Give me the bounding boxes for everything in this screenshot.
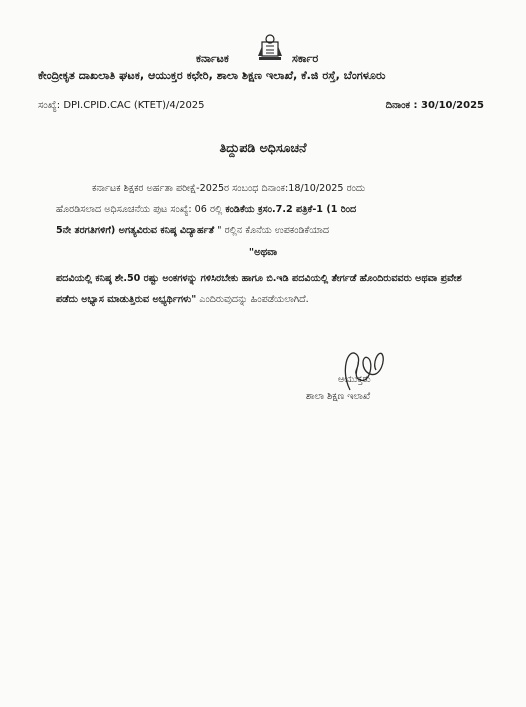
paragraph-1-line-3-normal: " ರಲ್ಲಿನ ಕೊನೆಯ ಉಪಕಂಡಿಕೆಯಾದ [214,225,330,236]
paragraph-2-normal: ಎಂದಿರುವುದನ್ನು ಹಿಂಪಡೆಯಲಾಗಿದೆ. [196,294,309,305]
paragraph-1-line-3 [56,220,476,241]
header-state: ಕರ್ನಾಟಕ [196,52,229,65]
office-address: ಕೇಂದ್ರೀಕೃತ ದಾಖಲಾತಿ ಘಟಕ, ಆಯುಕ್ತರ ಕಛೇರಿ, ಶಾಲಾ ಶಿಕ್ಷಣ ಇಲಾಖೆ, ಕೆ.ಜಿ ರಸ್ತೆ, ಬೆಂಗಳೂರು [38,69,386,82]
paragraph-1-line-3-bold: 5ನೇ ತರಗತಿಗಳಿಗೆ) ಅಗತ್ಯವಿರುವ ಕನಿಷ್ಠ ವಿದ್ಯಾರ್ಹತೆ [56,225,215,236]
paragraph-2-bold: ಪದವಿಯಲ್ಲಿ ಕನಿಷ್ಠ ಶೇ.50 ರಷ್ಟು ಅಂಕಗಳನ್ನು ಗಳಿಸಿರಬೇಕು ಹಾಗೂ ಬಿ.ಇಡಿ ಪದವಿಯಲ್ಲಿ ತೇರ್ಗಡೆ ಹೊಂದಿರುವವರು ಅಥವಾ ಪ್ರವೇಶ ಪಡೆದು ಅಭ್ಯಾಸ ಮಾಡುತ್ತಿರುವ ಅಭ್ಯರ್ಥಿಗಳು" [56,273,462,305]
paragraph-1 [56,178,476,241]
paragraph-1-line-1: ಕರ್ನಾಟಕ ಶಿಕ್ಷಕರ ಅರ್ಹತಾ ಪರೀಕ್ಷೆ-2025ರ ಸಂಬಂಧ ದಿನಾಂಕ:18/10/2025 ರಂದು [92,183,366,194]
paragraph-1-line-2-bold: ಕಂಡಿಕೆಯ ಕ್ರಸಂ.7.2 ಪತ್ರಿಕೆ-1 (1 ರಿಂದ [225,204,357,215]
document-date: ದಿನಾಂಕ : 30/10/2025 [385,100,484,111]
signatory-department: ಶಾಲಾ ಶಿಕ್ಷಣ ಇಲಾಖೆ [306,391,371,402]
paragraph-1-line-2-normal: ಹೊರಡಿಸಲಾದ ಅಧಿಸೂಚನೆಯ ಪುಟ ಸಂಖ್ಯೆ: 06 ರಲ್ಲಿ [56,204,226,215]
document-title: ತಿದ್ದುಪಡಿ ಅಧಿಸೂಚನೆ [219,140,307,155]
state-emblem-icon [256,32,284,64]
signatory-title: ಆಯುಕ್ತರು [338,374,371,385]
or-label: "ಅಥವಾ [248,247,278,258]
signature-mark [330,340,400,395]
header-government: ಸರ್ಕಾರ [292,52,319,65]
paragraph-1-line-2 [56,199,476,220]
paragraph-2 [56,268,476,310]
reference-number: ಸಂಖ್ಯೆ: DPI.CPID.CAC (KTET)/4/2025 [38,100,205,111]
